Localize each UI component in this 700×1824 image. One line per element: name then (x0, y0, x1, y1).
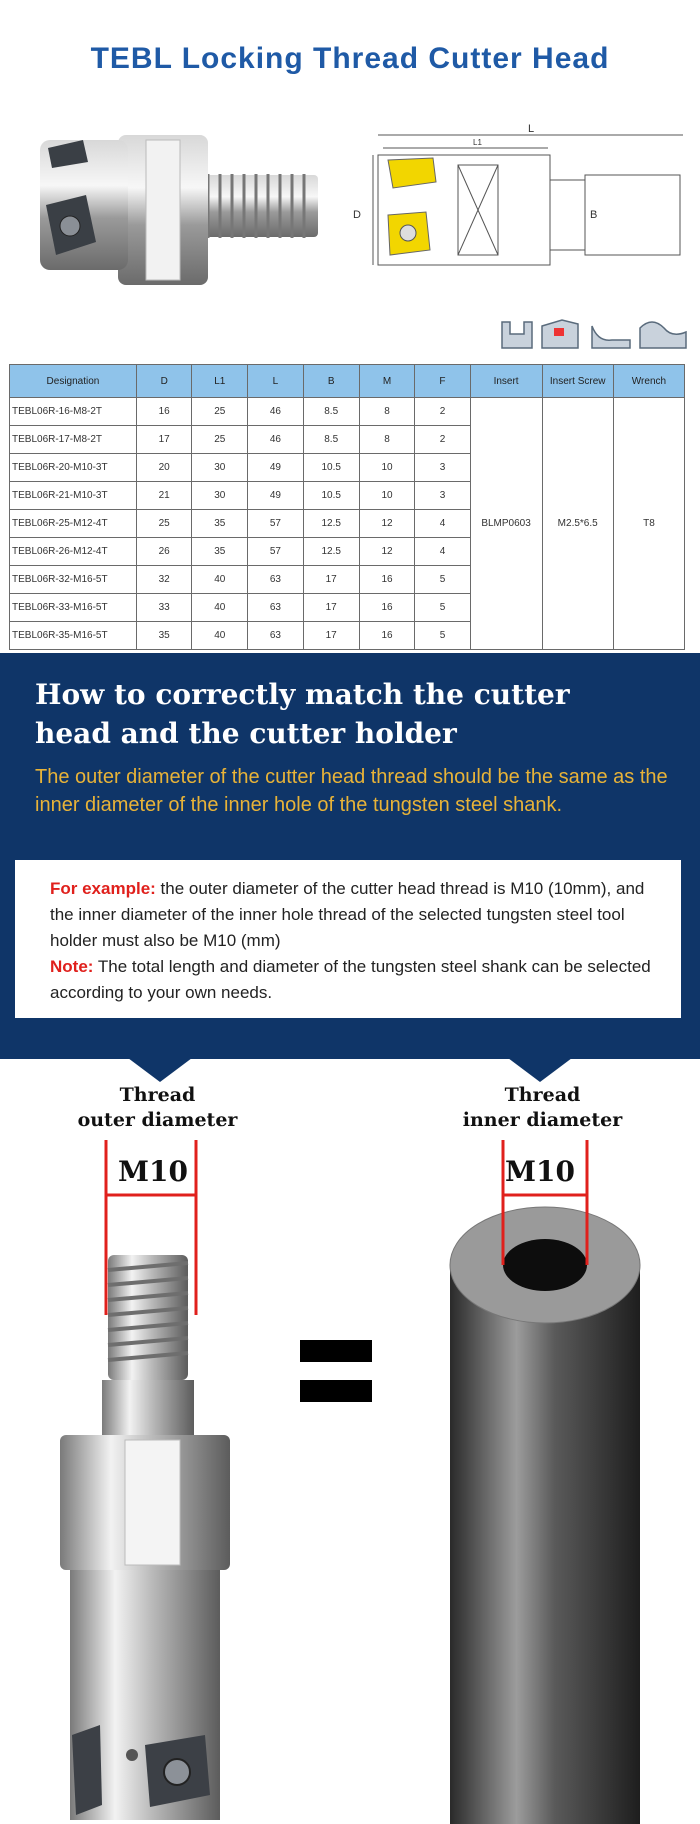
header-insert: Insert (470, 365, 542, 398)
value-cell: 8.5 (303, 398, 359, 426)
value-cell: 16 (359, 594, 415, 622)
page-title: TEBL Locking Thread Cutter Head (90, 42, 610, 75)
label-D: D (353, 209, 361, 221)
designation-cell: TEBL06R-20-M10-3T (10, 454, 137, 482)
value-cell: 10 (359, 482, 415, 510)
header-designation: Designation (10, 365, 137, 398)
value-cell: 25 (192, 398, 248, 426)
designation-cell: TEBL06R-21-M10-3T (10, 482, 137, 510)
designation-cell: TEBL06R-17-M8-2T (10, 426, 137, 454)
band-subtext: The outer diameter of the cutter head thread should be the same as the inner diameter of the inner hole of the tungsten steel shank. (35, 766, 668, 816)
value-cell: 30 (192, 454, 248, 482)
label-B: B (590, 209, 598, 221)
insert-screw-cell: M2.5*6.5 (542, 398, 613, 650)
contour-icon (640, 322, 686, 348)
value-cell: 30 (192, 482, 248, 510)
pointer-left (128, 1058, 192, 1082)
note-body: The total length and diameter of the tungsten steel shank can be selected according to your own needs. (50, 957, 651, 1002)
value-cell: 10.5 (303, 454, 359, 482)
note-label: Note: (50, 957, 94, 976)
example-body: the outer diameter of the cutter head thread is M10 (10mm), and the inner diameter of the inner hole thread of the selected tungsten steel tool holder must also be M10 (mm) (50, 879, 645, 950)
label-L1: L1 (473, 138, 482, 147)
value-cell: 25 (136, 510, 192, 538)
value-cell: 33 (136, 594, 192, 622)
designation-cell: TEBL06R-35-M16-5T (10, 622, 137, 650)
example-label: For example: (50, 879, 156, 898)
label-L: L (528, 123, 535, 135)
value-cell: 12 (359, 510, 415, 538)
caption-left-line2: outer diameter (77, 1109, 238, 1131)
value-cell: 4 (415, 510, 470, 538)
value-cell: 17 (136, 426, 192, 454)
equals-icon (300, 1340, 372, 1404)
value-cell: 8 (359, 426, 415, 454)
value-cell: 3 (415, 454, 470, 482)
header-b: B (303, 365, 359, 398)
header-d: D (136, 365, 192, 398)
caption-inner-diameter (445, 1083, 640, 1133)
value-cell: 12.5 (303, 510, 359, 538)
value-cell: 46 (248, 398, 304, 426)
header-f: F (415, 365, 470, 398)
value-cell: 17 (303, 566, 359, 594)
value-cell: 57 (248, 538, 304, 566)
designation-cell: TEBL06R-33-M16-5T (10, 594, 137, 622)
value-cell: 46 (248, 426, 304, 454)
band-heading-line1: How to correctly match the cutter (35, 678, 570, 711)
table-header-row (10, 365, 685, 398)
value-cell: 2 (415, 426, 470, 454)
value-cell: 2 (415, 398, 470, 426)
value-cell: 12.5 (303, 538, 359, 566)
value-cell: 26 (136, 538, 192, 566)
pointer-right (508, 1058, 572, 1082)
value-cell: 8.5 (303, 426, 359, 454)
value-cell: 17 (303, 622, 359, 650)
value-cell: 12 (359, 538, 415, 566)
value-cell: 25 (192, 426, 248, 454)
spec-table (9, 364, 685, 650)
value-cell: 17 (303, 594, 359, 622)
value-cell: 32 (136, 566, 192, 594)
value-cell: 5 (415, 594, 470, 622)
tool-holder-illustration (430, 1135, 660, 1824)
value-cell: 63 (248, 622, 304, 650)
band-heading-line2: head and the cutter holder (35, 717, 457, 750)
header-l: L (248, 365, 304, 398)
caption-left-line1: Thread (119, 1084, 196, 1106)
value-cell: 63 (248, 566, 304, 594)
cutter-head-photo (38, 130, 358, 290)
value-cell: 63 (248, 594, 304, 622)
value-cell: 57 (248, 510, 304, 538)
value-cell: 40 (192, 594, 248, 622)
example-text (50, 876, 665, 1006)
value-cell: 21 (136, 482, 192, 510)
caption-right-line2: inner diameter (462, 1109, 623, 1131)
designation-cell: TEBL06R-25-M12-4T (10, 510, 137, 538)
wrench-cell: T8 (613, 398, 684, 650)
value-cell: 16 (359, 566, 415, 594)
slot-icon (502, 322, 532, 348)
technical-drawing (353, 120, 688, 280)
caption-outer-diameter (60, 1083, 255, 1133)
size-label-inner: M10 (505, 1155, 575, 1188)
value-cell: 16 (359, 622, 415, 650)
value-cell: 5 (415, 566, 470, 594)
value-cell: 3 (415, 482, 470, 510)
application-icons (500, 312, 690, 352)
band-heading (35, 675, 665, 753)
table-row (10, 398, 685, 426)
designation-cell: TEBL06R-26-M12-4T (10, 538, 137, 566)
value-cell: 40 (192, 566, 248, 594)
cutter-head-illustration (40, 1135, 250, 1824)
value-cell: 16 (136, 398, 192, 426)
caption-right-line1: Thread (504, 1084, 581, 1106)
value-cell: 35 (192, 510, 248, 538)
value-cell: 49 (248, 482, 304, 510)
value-cell: 10 (359, 454, 415, 482)
value-cell: 35 (192, 538, 248, 566)
value-cell: 40 (192, 622, 248, 650)
designation-cell: TEBL06R-32-M16-5T (10, 566, 137, 594)
header-l1: L1 (192, 365, 248, 398)
value-cell: 5 (415, 622, 470, 650)
size-label-outer: M10 (118, 1155, 188, 1188)
value-cell: 10.5 (303, 482, 359, 510)
header-wrench: Wrench (613, 365, 684, 398)
designation-cell: TEBL06R-16-M8-2T (10, 398, 137, 426)
insert-cell: BLMP0603 (470, 398, 542, 650)
header-m: M (359, 365, 415, 398)
shoulder-icon (592, 326, 630, 348)
value-cell: 20 (136, 454, 192, 482)
value-cell: 4 (415, 538, 470, 566)
value-cell: 35 (136, 622, 192, 650)
header-insert-screw: Insert Screw (542, 365, 613, 398)
value-cell: 49 (248, 454, 304, 482)
value-cell: 8 (359, 398, 415, 426)
